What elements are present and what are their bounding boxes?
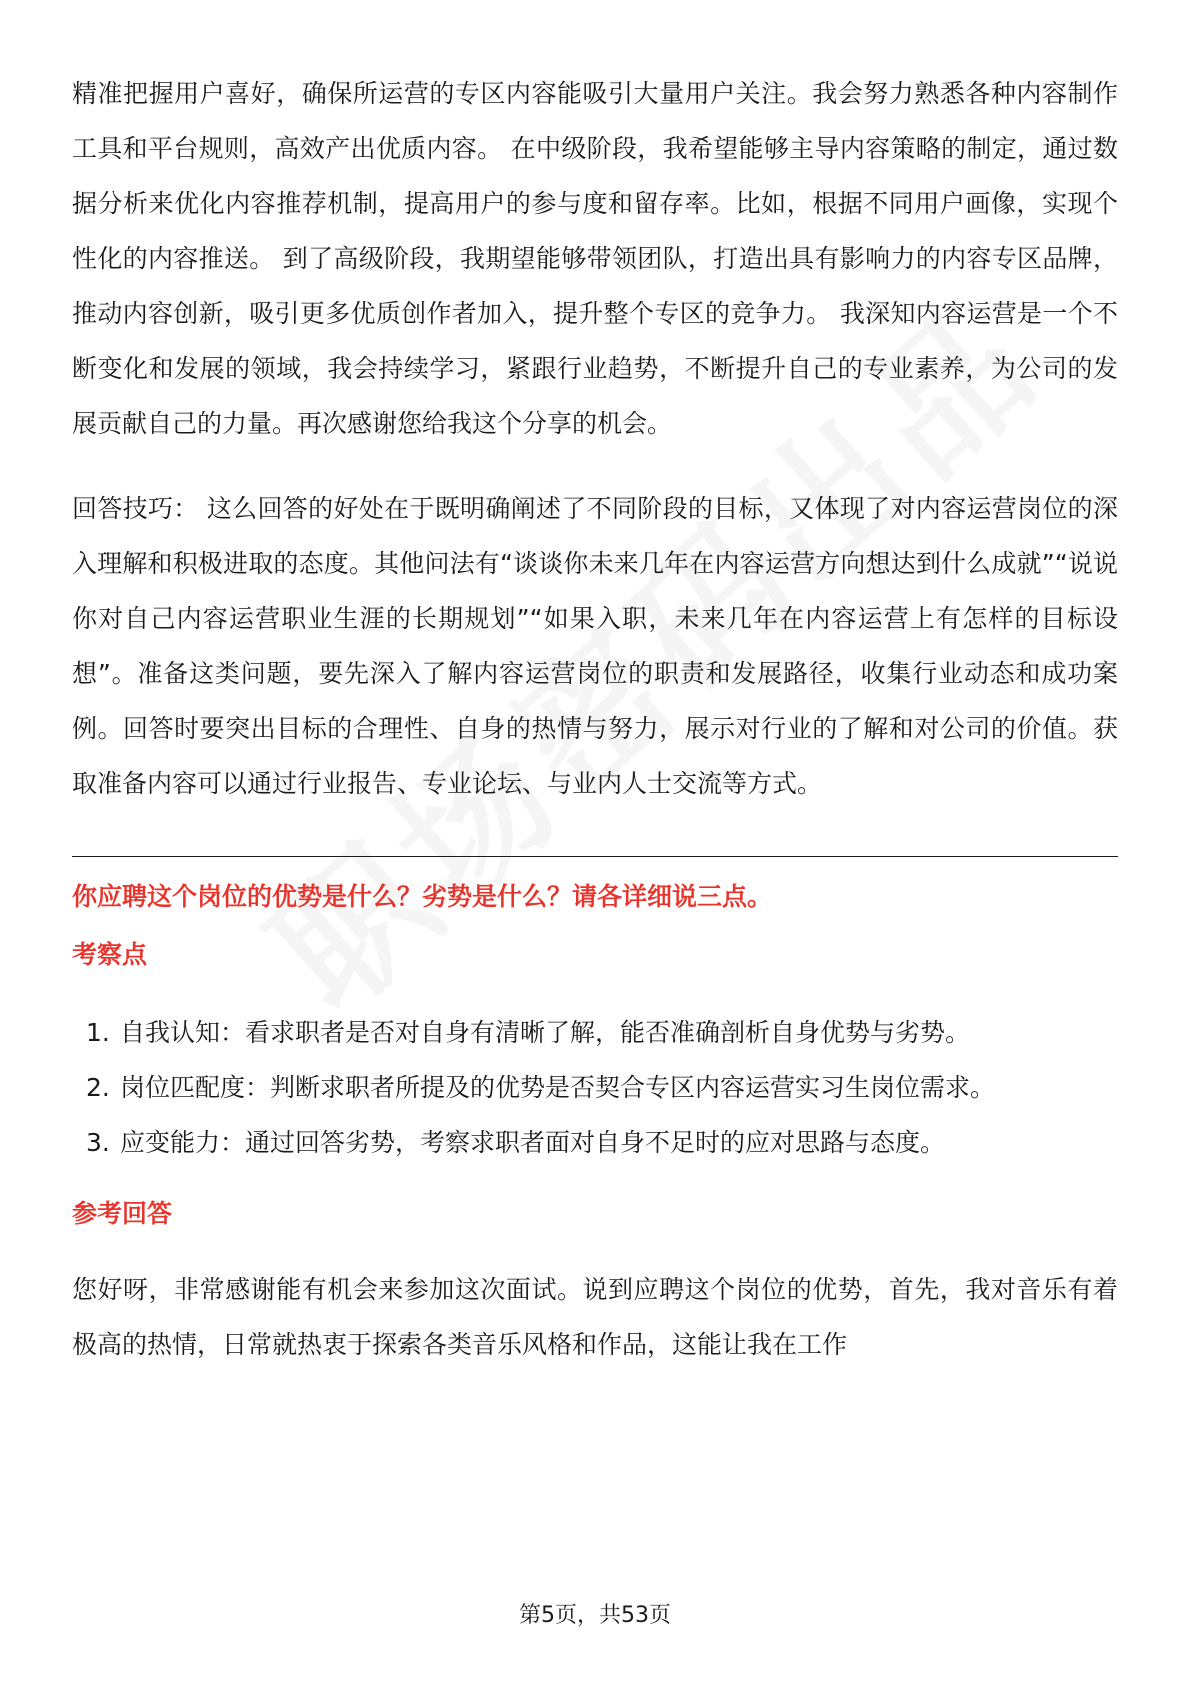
answer-tips-paragraph: 回答技巧： 这么回答的好处在于既明确阐述了不同阶段的目标，又体现了对内容运营岗位的深入理解和积极进取的态度。其他问法有“谈谈你未来几年在内容运营方向想达到什么成就”“说说你对自己内容运营职业生涯的长期规划”“如果入职，未来几年在内容运营上有怎样的目标设想”。准备这类问题，要先深入了解内容运营岗位的职责和发展路径，收集行业动态和成功案例。回答时要突出目标的合理性、自身的热情与努力，展示对行业的了解和对公司的价值。获取准备内容可以通过行业报告、专业论坛、与业内人士交流等方式。 — [72, 494, 1118, 798]
list-item-text: 自我认知：看求职者是否对自身有清晰了解，能否准确剖析自身优势与劣势。 — [120, 1018, 971, 1047]
list-item — [72, 1005, 1118, 1060]
list-item-number: 2. — [86, 1073, 110, 1102]
section-divider — [72, 856, 1118, 857]
focus-heading: 考察点 — [72, 940, 148, 969]
answer-heading: 参考回答 — [72, 1199, 173, 1228]
reference-answer-paragraph: 您好呀，非常感谢能有机会来参加这次面试。说到应聘这个岗位的优势，首先，我对音乐有着极高的热情，日常就热衷于探索各类音乐风格和作品，这能让我在工作 — [72, 1275, 1118, 1359]
page-number-footer: 第5页，共53页 — [519, 1603, 671, 1628]
list-item-number: 1. — [86, 1018, 110, 1047]
list-item-text: 应变能力：通过回答劣势，考察求职者面对自身不足时的应对思路与态度。 — [120, 1128, 946, 1157]
intro-paragraph: 精准把握用户喜好，确保所运营的专区内容能吸引大量用户关注。我会努力熟悉各种内容制作工具和平台规则，高效产出优质内容。 在中级阶段，我希望能够主导内容策略的制定，通过数据分析来优化内容推荐机制，提高用户的参与度和留存率。比如，根据不同用户画像，实现个性化的内容推送。 到了高级阶段，我期望能够带领团队，打造出具有影响力的内容专区品牌，推动内容创新，吸引更多优质创作者加入，提升整个专区的竞争力。 我深知内容运营是一个不断变化和发展的领域，我会持续学习，紧跟行业趋势，不断提升自己的专业素养，为公司的发展贡献自己的力量。再次感谢您给我这个分享的机会。 — [72, 79, 1118, 438]
list-item — [72, 1115, 1118, 1170]
list-item-text: 岗位匹配度：判断求职者所提及的优势是否契合专区内容运营实习生岗位需求。 — [120, 1073, 996, 1102]
list-item — [72, 1060, 1118, 1115]
list-item-number: 3. — [86, 1128, 110, 1157]
interview-question: 你应聘这个岗位的优势是什么？劣势是什么？请各详细说三点。 — [72, 882, 773, 911]
page-content — [72, 66, 1118, 1372]
focus-points-list — [72, 1005, 1118, 1170]
